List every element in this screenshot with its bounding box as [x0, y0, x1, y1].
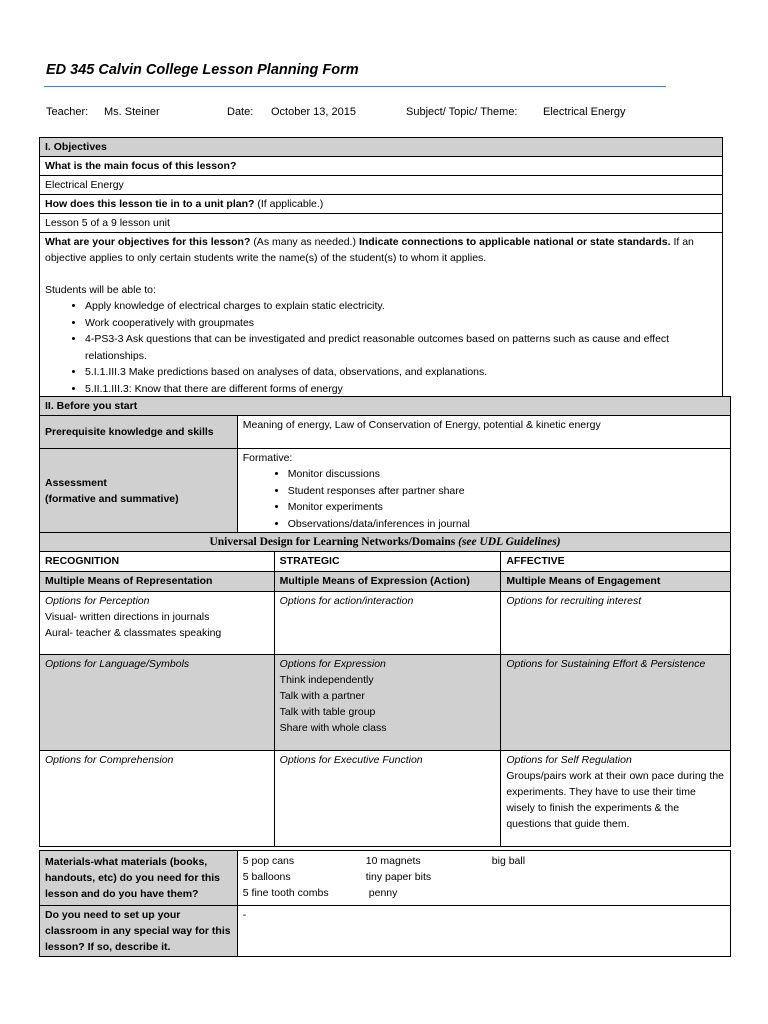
material-item: 10 magnets [365, 855, 421, 867]
materials-col-a [243, 853, 329, 901]
recruiting-cell [501, 592, 731, 655]
material-item: penny [368, 887, 398, 899]
objectives-cell [40, 233, 723, 398]
objective-item: • Apply knowledge of electrical charges to explain static electricity. [85, 298, 717, 315]
material-item: 5 balloons [242, 871, 291, 883]
objectives-question-note: (As many as needed.) [253, 236, 357, 248]
assessment-item: • Observations/data/inferences in journal [288, 516, 725, 533]
focus-answer: Electrical Energy [40, 176, 723, 195]
subject-label: Subject/ Topic/ Theme: [406, 106, 518, 118]
objectives-question [45, 234, 717, 266]
perception-line: Aural- teacher & classmates speaking [45, 627, 222, 639]
col-head-recognition: RECOGNITION [40, 552, 275, 572]
perception-cell [40, 592, 275, 655]
prereq-label: Prerequisite knowledge and skills [40, 416, 238, 449]
objective-item: • Work cooperatively with groupmates [85, 315, 717, 332]
unit-question [40, 195, 723, 214]
materials-label: Materials-what materials (books, handouts, etc) do you need for this lesson and do you have them? [40, 851, 238, 906]
objective-item: • 5.II.1.III.3: Know that there are different forms of energy [85, 381, 717, 398]
material-item: big ball [491, 855, 526, 867]
date-label: Date: [227, 106, 254, 118]
date-value: October 13, 2015 [271, 106, 357, 118]
assessment-label-line1: Assessment [45, 476, 107, 489]
perception-line: Visual- written directions in journals [45, 611, 210, 623]
language-title: Options for Language/Symbols [45, 658, 190, 670]
materials-col-c [492, 853, 525, 869]
objectives-heading: I. Objectives [40, 138, 723, 157]
unit-answer: Lesson 5 of a 9 lesson unit [40, 214, 723, 233]
unit-question-text: How does this lesson tie in to a unit plan? [45, 198, 255, 210]
objectives-intro: Students will be able to: [45, 284, 156, 296]
expression-line: Talk with a partner [279, 690, 365, 702]
sustaining-title: Options for Sustaining Effort & Persistence [506, 658, 706, 670]
materials-col-b [366, 853, 431, 901]
materials-table [39, 850, 731, 957]
expression-line: Talk with table group [279, 706, 376, 718]
teacher-label: Teacher: [46, 106, 89, 118]
udl-banner [40, 533, 731, 552]
focus-question: What is the main focus of this lesson? [40, 157, 723, 176]
col-head-affective: AFFECTIVE [501, 552, 731, 572]
self-regulation-cell [501, 751, 731, 847]
objectives-question-text: What are your objectives for this lesson? [45, 236, 251, 248]
objectives-list [45, 298, 717, 397]
action-cell [274, 592, 501, 655]
before-table [39, 396, 731, 847]
action-title: Options for action/interaction [279, 595, 414, 607]
sustaining-cell [501, 655, 731, 751]
self-regulation-title: Options for Self Regulation [506, 754, 632, 766]
teacher-value: Ms. Steiner [104, 106, 160, 118]
setup-value: - [237, 906, 730, 957]
material-item: tiny paper bits [365, 871, 432, 883]
language-cell [40, 655, 275, 751]
udl-banner-text: Universal Design for Learning Networks/Domains [209, 536, 456, 548]
objective-item: • 5.I.1.III.3 Make predictions based on analyses of data, observations, and explanations. [85, 364, 717, 381]
col-sub-engagement: Multiple Means of Engagement [501, 572, 731, 592]
expression-title: Options for Expression [279, 658, 386, 670]
assessment-item: • Monitor discussions [288, 466, 725, 483]
col-head-strategic: STRATEGIC [274, 552, 501, 572]
executive-cell [274, 751, 501, 847]
subject-value: Electrical Energy [543, 106, 626, 118]
materials-value [237, 851, 730, 906]
expression-line: Share with whole class [279, 722, 387, 734]
comprehension-cell [40, 751, 275, 847]
executive-title: Options for Executive Function [279, 754, 423, 766]
expression-cell [274, 655, 501, 751]
objectives-question-tail: If an objective applies to only certain students write the name(s) of the student(s) to whom it applies. [45, 236, 694, 264]
before-heading: II. Before you start [40, 397, 731, 416]
expression-line: Think independently [279, 674, 374, 686]
recruiting-title: Options for recruiting interest [506, 595, 642, 607]
assessment-item: • Student responses after partner share [288, 483, 725, 500]
assessment-item: • Monitor experiments [288, 499, 725, 516]
self-regulation-text: Groups/pairs work at their own pace during the experiments. They have to use their time wisely to finish the experiments & the questions that guide them. [506, 770, 725, 830]
material-item: 5 fine tooth combs [242, 887, 329, 899]
assessment-intro: Formative: [242, 452, 293, 464]
assessment-label-line2: (formative and summative) [45, 492, 179, 505]
assessment-value [237, 449, 730, 533]
unit-question-note: (If applicable.) [257, 198, 324, 210]
objectives-table [39, 137, 723, 398]
assessment-list [243, 466, 725, 532]
col-sub-representation: Multiple Means of Representation [40, 572, 275, 592]
col-sub-expression: Multiple Means of Expression (Action) [274, 572, 501, 592]
udl-banner-note: (see UDL Guidelines) [458, 536, 561, 548]
assessment-label [40, 449, 238, 533]
objective-item: • 4-PS3-3 Ask questions that can be investigated and predict reasonable outcomes based on patterns such as cause and effect relationships. [85, 331, 717, 364]
prereq-value: Meaning of energy, Law of Conservation of Energy, potential & kinetic energy [237, 416, 730, 449]
perception-title: Options for Perception [45, 595, 150, 607]
title-underline [44, 86, 666, 87]
standards-instruction: Indicate connections to applicable national or state standards. [358, 236, 671, 248]
setup-label: Do you need to set up your classroom in any special way for this lesson? If so, describe it. [40, 906, 238, 957]
material-item: 5 pop cans [242, 855, 295, 867]
comprehension-title: Options for Comprehension [45, 754, 174, 766]
page-title: ED 345 Calvin College Lesson Planning Form [46, 62, 359, 78]
